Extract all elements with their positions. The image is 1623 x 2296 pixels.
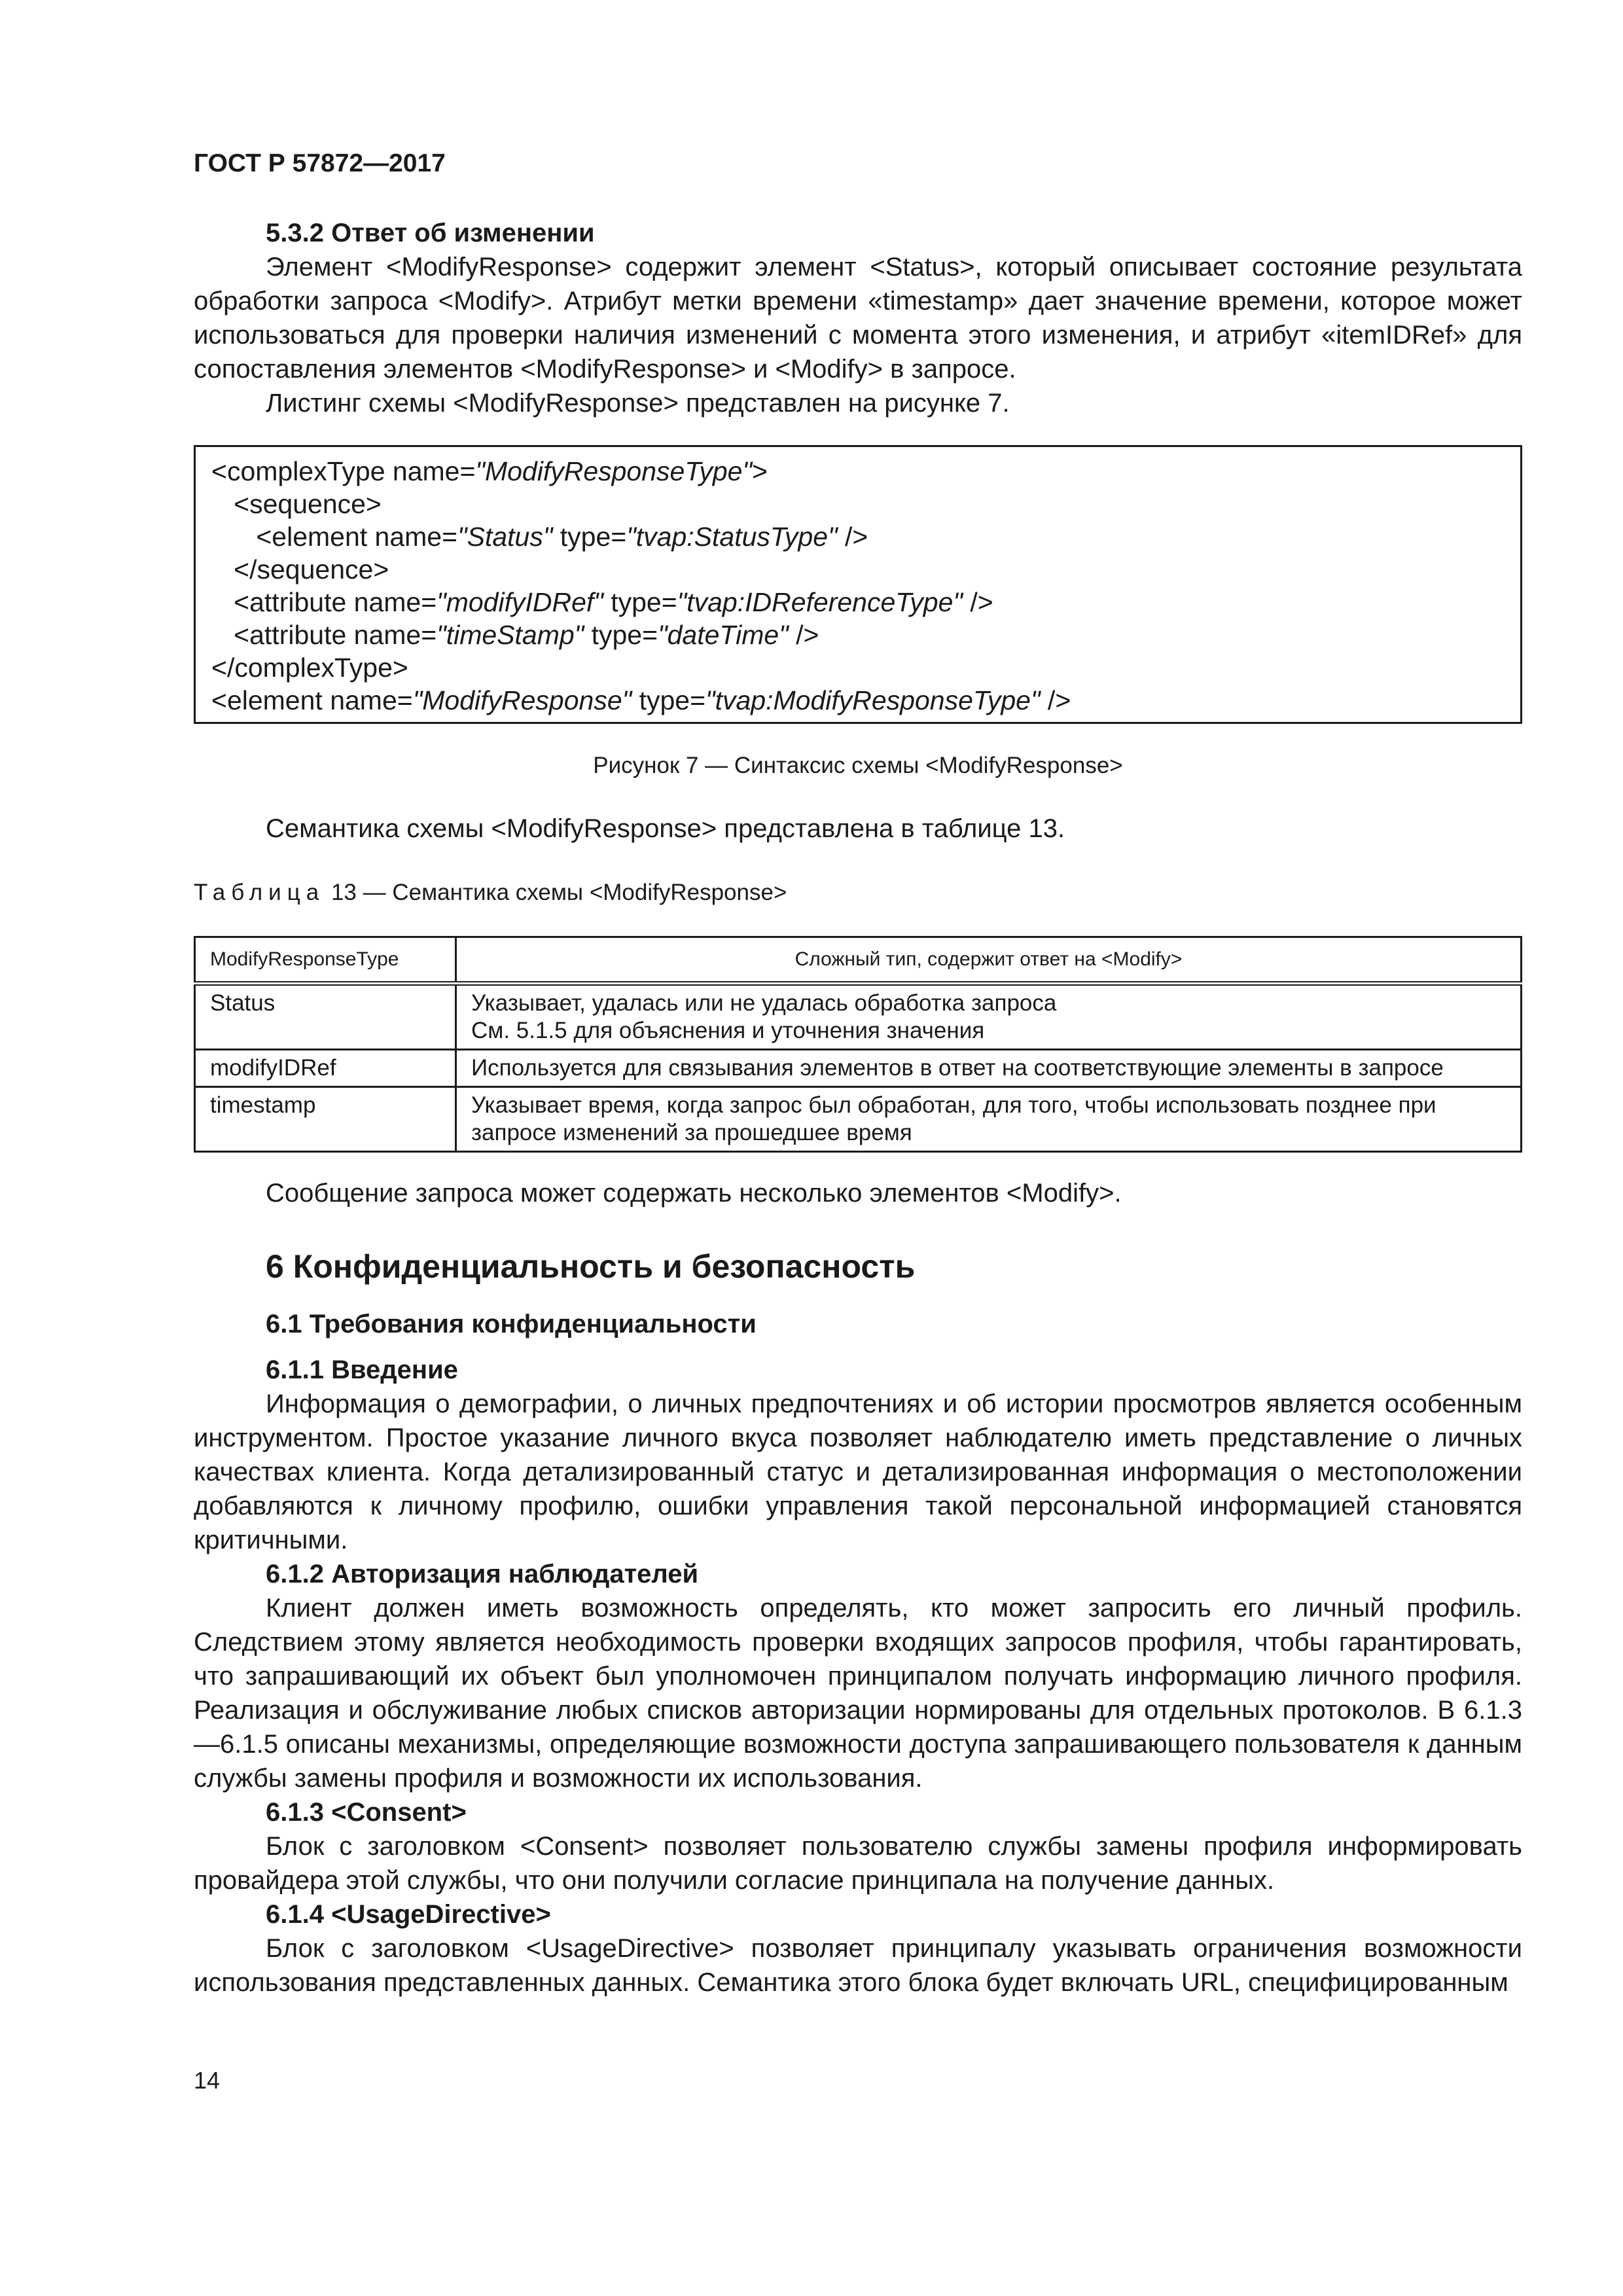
page-number: 14 [194, 2067, 221, 2094]
paragraph: Информация о демографии, о личных предпочтениях и об истории просмотров является особенным инструментом. Простое указание личного вкуса позволяет наблюдателю иметь представление о личных качествах клиента. Когда детализированный статус и детализированная информация о местоположении добавляются к личному профилю, ошибки управления такой персональной информацией становятся критичными. [194, 1390, 1522, 1554]
code-line: <element name="ModifyResponse" type="tvap:ModifyResponseType" /> [211, 685, 1071, 715]
table-cell-desc: Указывает время, когда запрос был обработан, для того, чтобы использовать позднее при запросе изменений за прошедшее время [456, 1087, 1522, 1152]
code-line: <complexType name="ModifyResponseType"> [211, 456, 768, 486]
table-row [195, 1087, 1522, 1152]
paragraph: Листинг схемы <ModifyResponse> представлен на рисунке 7. [266, 389, 1010, 418]
code-line: <sequence> [211, 489, 382, 519]
code-line: <attribute name="modifyIDRef" type="tvap:IDReferenceType" /> [211, 587, 993, 617]
section-heading-6-1-1: 6.1.1 Введение [266, 1355, 458, 1384]
table-cell-name: modifyIDRef [195, 1050, 456, 1087]
table-cell-name: timestamp [195, 1087, 456, 1152]
section-heading-6-1-4: 6.1.4 <UsageDirective> [266, 1900, 551, 1929]
code-line: </complexType> [211, 653, 408, 683]
table-cell-desc: Указывает, удалась или не удалась обработка запроса См. 5.1.5 для объяснения и уточнения значения [456, 984, 1522, 1050]
paragraph: Клиент должен иметь возможность определять, кто может запросить его личный профиль. Следствием этому является необходимость проверки входящих запросов профиля, чтобы гарантировать, что запрашивающий их объект был уполномочен принципалом получать информацию личного профиля. Реализация и обслуживание любых списков авторизации нормированы для отдельных протоколов. В 6.1.3—6.1.5 описаны механизмы, определяющие возможности доступа запрашивающего пользователя к данным службы замены профиля и возможности их использования. [194, 1594, 1522, 1793]
semantics-table [194, 936, 1522, 1153]
figure-caption: Рисунок 7 — Синтаксис схемы <ModifyResponse> [593, 753, 1123, 778]
section-heading-6-1: 6.1 Требования конфиденциальности [266, 1310, 757, 1338]
table-cell-name: Status [195, 984, 456, 1050]
table-row [195, 984, 1522, 1050]
section-heading-5-3-2: 5.3.2 Ответ об изменении [266, 219, 595, 247]
document-header: ГОСТ Р 57872—2017 [194, 149, 446, 177]
paragraph: Сообщение запроса может содержать несколько элементов <Modify>. [266, 1179, 1122, 1208]
section-heading-6: 6 Конфиденциальность и безопасность [266, 1248, 916, 1285]
table-header-cell: Сложный тип, содержит ответ на <Modify> [456, 937, 1522, 984]
code-line: <attribute name="timeStamp" type="dateTime" /> [211, 620, 819, 650]
table-row [195, 1050, 1522, 1087]
table-cell-desc: Используется для связывания элементов в ответ на соответствующие элементы в запросе [456, 1050, 1522, 1087]
table-header-row [195, 937, 1522, 984]
code-line: </sequence> [211, 554, 389, 584]
code-line: <element name="Status" type="tvap:StatusType" /> [211, 522, 868, 552]
table-label: Таблица [194, 880, 325, 905]
schema-listing-figure [194, 445, 1522, 724]
page-content [194, 216, 1522, 2000]
table-reference: Семантика схемы <ModifyResponse> представлена в таблице 13. [266, 814, 1065, 843]
section-heading-6-1-3: 6.1.3 <Consent> [266, 1798, 467, 1827]
table-caption: 13 — Семантика схемы <ModifyResponse> [330, 880, 787, 905]
table-header-cell: ModifyResponseType [195, 937, 456, 984]
paragraph: Блок с заголовком <UsageDirective> позволяет принципалу указывать ограничения возможности использования представленных данных. Семантика этого блока будет включать URL, специфицированным [194, 1934, 1522, 1997]
paragraph: Элемент <ModifyResponse> содержит элемент <Status>, который описывает состояние результата обработки запроса <Modify>. Атрибут метки времени «timestamp» дает значение времени, которое может использоваться для проверки наличия изменений с момента этого изменения, и атрибут «itemIDRef» для сопоставления элементов <ModifyResponse> и <Modify> в запросе. [194, 253, 1522, 384]
section-heading-6-1-2: 6.1.2 Авторизация наблюдателей [266, 1560, 699, 1588]
table-title [194, 876, 1522, 910]
paragraph: Блок с заголовком <Consent> позволяет пользователю службы замены профиля информировать провайдера этой службы, что они получили согласие принципала на получение данных. [194, 1832, 1522, 1895]
